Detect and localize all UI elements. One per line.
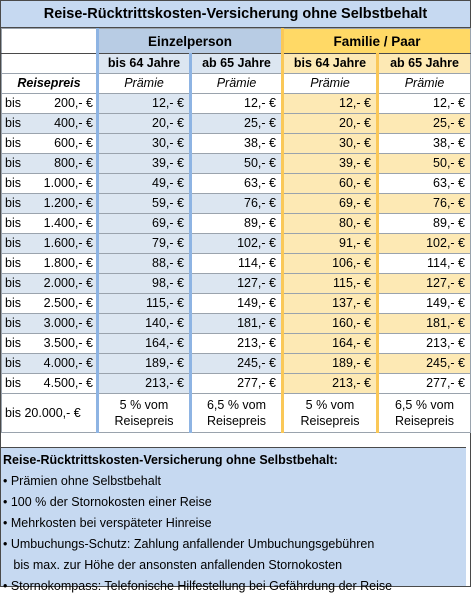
- table-row: [2, 234, 471, 254]
- blank-corner: [2, 29, 98, 54]
- notes-item: bis max. zur Höhe der ansonsten anfallenden Stornokosten: [3, 558, 343, 572]
- family-under64-cell: 80,- €: [283, 214, 378, 234]
- premium-table: [1, 28, 471, 433]
- price-label: 1.600,- €: [43, 236, 93, 250]
- bis-label: bis: [5, 216, 21, 230]
- bis-label: bis: [5, 236, 21, 250]
- price-cell: [2, 114, 98, 134]
- table-row: [2, 114, 471, 134]
- family-over65-cell: 63,- €: [378, 174, 471, 194]
- sub-family-under64: bis 64 Jahre: [283, 54, 378, 74]
- price-label: 2.500,- €: [43, 296, 93, 310]
- single-over65-cell: 6,5 % vom Reisepreis: [191, 394, 283, 433]
- bis-label: bis: [5, 376, 21, 390]
- price-cell: bis 20.000,- €: [2, 394, 98, 433]
- price-cell: [2, 334, 98, 354]
- family-over65-cell: 12,- €: [378, 94, 471, 114]
- bis-label: bis: [5, 136, 21, 150]
- price-label: 400,- €: [54, 116, 93, 130]
- premium-label: Prämie: [378, 74, 471, 94]
- notes-item: • 100 % der Stornokosten einer Reise: [3, 495, 212, 509]
- bis-label: bis: [5, 356, 21, 370]
- family-over65-cell: 245,- €: [378, 354, 471, 374]
- single-over65-cell: 102,- €: [191, 234, 283, 254]
- family-under64-cell: 30,- €: [283, 134, 378, 154]
- price-cell: [2, 314, 98, 334]
- bis-label: bis: [5, 296, 21, 310]
- family-over65-cell: 25,- €: [378, 114, 471, 134]
- price-label: 800,- €: [54, 156, 93, 170]
- table-row: [2, 274, 471, 294]
- price-cell: [2, 254, 98, 274]
- notes-box: [1, 447, 466, 593]
- price-label: 1.800,- €: [43, 256, 93, 270]
- single-under64-cell: 59,- €: [98, 194, 191, 214]
- price-cell: [2, 294, 98, 314]
- price-cell: [2, 154, 98, 174]
- family-over65-cell: 127,- €: [378, 274, 471, 294]
- family-under64-cell: 69,- €: [283, 194, 378, 214]
- table-row: [2, 134, 471, 154]
- single-under64-cell: 69,- €: [98, 214, 191, 234]
- price-cell: [2, 374, 98, 394]
- family-over65-cell: 149,- €: [378, 294, 471, 314]
- bis-label: bis: [5, 156, 21, 170]
- family-under64-cell: 5 % vom Reisepreis: [283, 394, 378, 433]
- premium-label: Prämie: [98, 74, 191, 94]
- single-over65-cell: 114,- €: [191, 254, 283, 274]
- sub-single-under64: bis 64 Jahre: [98, 54, 191, 74]
- family-over65-cell: 181,- €: [378, 314, 471, 334]
- family-over65-cell: 38,- €: [378, 134, 471, 154]
- single-under64-cell: 30,- €: [98, 134, 191, 154]
- single-over65-cell: 89,- €: [191, 214, 283, 234]
- bis-label: bis: [5, 276, 21, 290]
- price-label: 1.400,- €: [43, 216, 93, 230]
- single-under64-cell: 140,- €: [98, 314, 191, 334]
- family-under64-cell: 91,- €: [283, 234, 378, 254]
- group-family: Familie / Paar: [283, 29, 471, 54]
- notes-item: • Stornokompass: Telefonische Hilfestellung bei Gefährdung der Reise: [3, 579, 393, 593]
- family-under64-cell: 160,- €: [283, 314, 378, 334]
- family-under64-cell: 106,- €: [283, 254, 378, 274]
- price-cell: [2, 194, 98, 214]
- family-over65-cell: 50,- €: [378, 154, 471, 174]
- bis-label: bis: [5, 176, 21, 190]
- price-label: 2.000,- €: [43, 276, 93, 290]
- table-row: [2, 334, 471, 354]
- premium-label: Prämie: [191, 74, 283, 94]
- notes-item: • Mehrkosten bei verspäteter Hinreise: [3, 516, 212, 530]
- price-cell: [2, 274, 98, 294]
- table-row: [2, 214, 471, 234]
- table-row: [2, 354, 471, 374]
- price-cell: [2, 94, 98, 114]
- table-row: [2, 154, 471, 174]
- bis-label: bis: [5, 336, 21, 350]
- table-row: [2, 314, 471, 334]
- family-under64-cell: 60,- €: [283, 174, 378, 194]
- bis-label: bis: [5, 256, 21, 270]
- price-cell: [2, 354, 98, 374]
- single-over65-cell: 213,- €: [191, 334, 283, 354]
- single-under64-cell: 164,- €: [98, 334, 191, 354]
- bis-label: bis: [5, 116, 21, 130]
- single-under64-cell: 49,- €: [98, 174, 191, 194]
- single-under64-cell: 5 % vom Reisepreis: [98, 394, 191, 433]
- family-over65-cell: 277,- €: [378, 374, 471, 394]
- family-under64-cell: 137,- €: [283, 294, 378, 314]
- single-over65-cell: 63,- €: [191, 174, 283, 194]
- family-over65-cell: 76,- €: [378, 194, 471, 214]
- row-header-label: Reisepreis: [2, 74, 98, 94]
- table-row: [2, 94, 471, 114]
- family-under64-cell: 164,- €: [283, 334, 378, 354]
- single-over65-cell: 25,- €: [191, 114, 283, 134]
- table-row: [2, 174, 471, 194]
- family-under64-cell: 39,- €: [283, 154, 378, 174]
- family-over65-cell: 102,- €: [378, 234, 471, 254]
- family-under64-cell: 115,- €: [283, 274, 378, 294]
- single-over65-cell: 12,- €: [191, 94, 283, 114]
- single-over65-cell: 38,- €: [191, 134, 283, 154]
- notes-item: • Umbuchungs-Schutz: Zahlung anfallender Umbuchungsgebühren: [3, 537, 375, 551]
- group-single: Einzelperson: [98, 29, 283, 54]
- single-over65-cell: 277,- €: [191, 374, 283, 394]
- blank-sub: [2, 54, 98, 74]
- single-over65-cell: 245,- €: [191, 354, 283, 374]
- table-row: [2, 374, 471, 394]
- table-row: [2, 254, 471, 274]
- single-over65-cell: 181,- €: [191, 314, 283, 334]
- price-label: 3.000,- €: [43, 316, 93, 330]
- single-under64-cell: 39,- €: [98, 154, 191, 174]
- price-label: 3.500,- €: [43, 336, 93, 350]
- price-label: 1.000,- €: [43, 176, 93, 190]
- family-over65-cell: 213,- €: [378, 334, 471, 354]
- single-under64-cell: 88,- €: [98, 254, 191, 274]
- sub-single-over65: ab 65 Jahre: [191, 54, 283, 74]
- price-label: 1.200,- €: [43, 196, 93, 210]
- sheet-title: Reise-Rücktrittskosten-Versicherung ohne Selbstbehalt: [1, 1, 470, 28]
- single-over65-cell: 76,- €: [191, 194, 283, 214]
- family-under64-cell: 20,- €: [283, 114, 378, 134]
- family-under64-cell: 189,- €: [283, 354, 378, 374]
- family-over65-cell: 89,- €: [378, 214, 471, 234]
- price-label: 200,- €: [54, 96, 93, 110]
- bis-label: bis: [5, 96, 21, 110]
- price-label: 600,- €: [54, 136, 93, 150]
- family-under64-cell: 12,- €: [283, 94, 378, 114]
- premium-label: Prämie: [283, 74, 378, 94]
- single-under64-cell: 115,- €: [98, 294, 191, 314]
- table-body: [2, 94, 471, 394]
- notes-item: • Prämien ohne Selbstbehalt: [3, 474, 161, 488]
- price-cell: [2, 234, 98, 254]
- notes-heading: Reise-Rücktrittskosten-Versicherung ohne Selbstbehalt:: [3, 453, 338, 467]
- sub-family-over65: ab 65 Jahre: [378, 54, 471, 74]
- single-under64-cell: 20,- €: [98, 114, 191, 134]
- price-label: 4.500,- €: [43, 376, 93, 390]
- price-cell: [2, 214, 98, 234]
- table-row-last: [2, 394, 471, 433]
- bis-label: bis: [5, 196, 21, 210]
- single-under64-cell: 213,- €: [98, 374, 191, 394]
- single-under64-cell: 189,- €: [98, 354, 191, 374]
- family-under64-cell: 213,- €: [283, 374, 378, 394]
- table-row: [2, 194, 471, 214]
- family-over65-cell: 114,- €: [378, 254, 471, 274]
- bis-label: bis: [5, 316, 21, 330]
- single-over65-cell: 50,- €: [191, 154, 283, 174]
- price-cell: [2, 174, 98, 194]
- single-under64-cell: 79,- €: [98, 234, 191, 254]
- single-under64-cell: 98,- €: [98, 274, 191, 294]
- single-over65-cell: 127,- €: [191, 274, 283, 294]
- table-row: [2, 294, 471, 314]
- single-under64-cell: 12,- €: [98, 94, 191, 114]
- family-over65-cell: 6,5 % vom Reisepreis: [378, 394, 471, 433]
- single-over65-cell: 149,- €: [191, 294, 283, 314]
- price-label: 4.000,- €: [43, 356, 93, 370]
- price-cell: [2, 134, 98, 154]
